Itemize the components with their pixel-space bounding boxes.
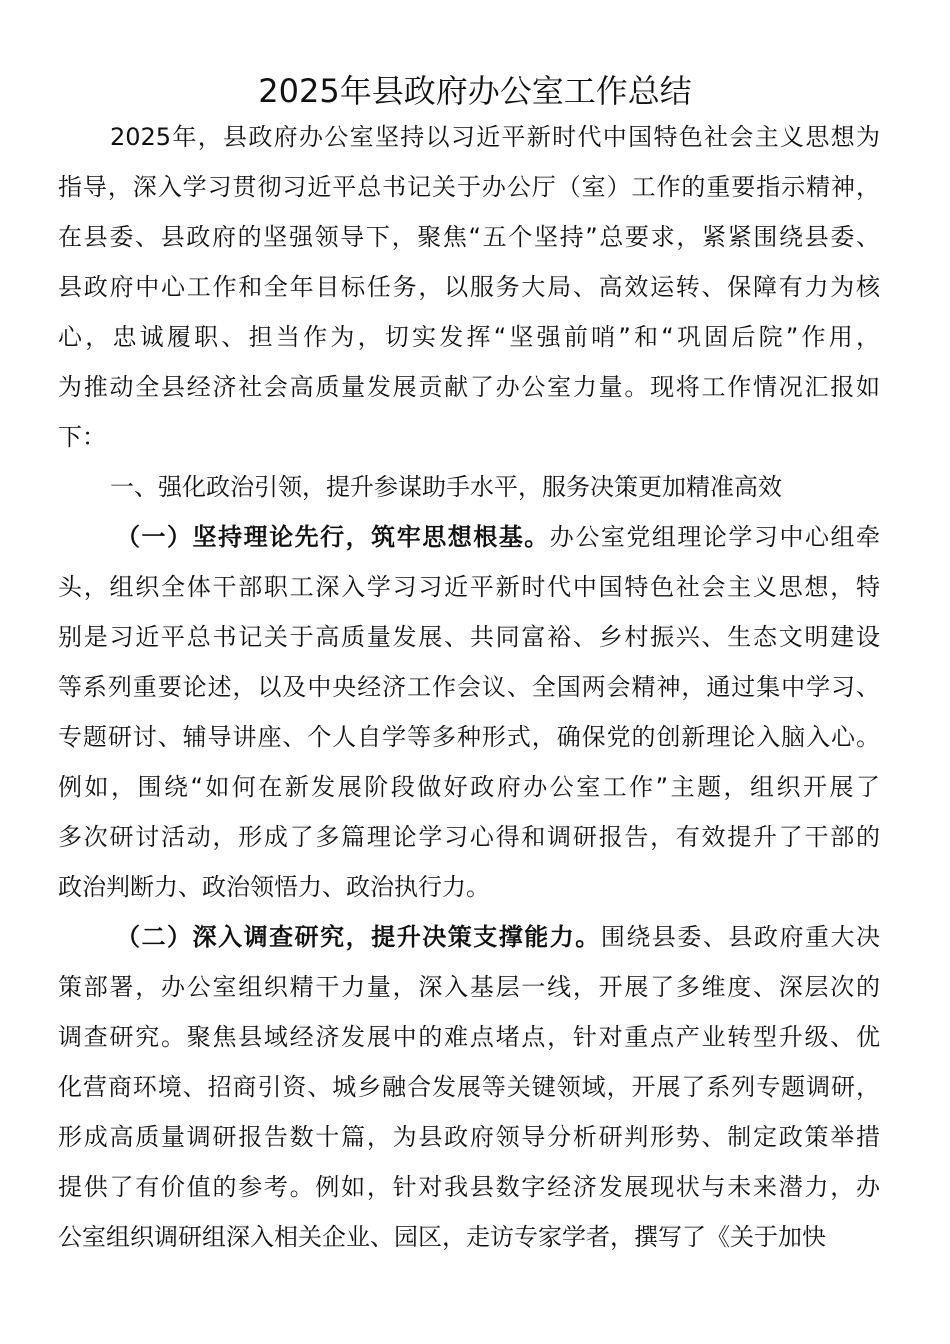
line-text: 例如，围绕“如何在新发展阶段做好政府办公室工作”主题，组织开展了 (58, 773, 880, 801)
text-line (58, 1062, 880, 1112)
paragraph (58, 512, 880, 912)
text-line (58, 212, 880, 262)
line-text: 政治判断力、政治领悟力、政治执行力。 (58, 873, 490, 901)
line-text: 别是习近平总书记关于高质量发展、共同富裕、乡村振兴、生态文明建设 (58, 623, 880, 651)
line-text: 公室组织调研组深入相关企业、园区，走访专家学者，撰写了《关于加快 (58, 1223, 826, 1251)
section-heading (58, 462, 880, 512)
text-line (58, 312, 880, 362)
line-text: 为推动全县经济社会高质量发展贡献了办公室力量。现将工作情况汇报如 (58, 373, 880, 401)
text-line (58, 762, 880, 812)
text-line (58, 362, 880, 412)
text-line (58, 912, 880, 962)
line-text: 县政府中心工作和全年目标任务，以服务大局、高效运转、保障有力为核 (58, 273, 880, 301)
line-text: 头，组织全体干部职工深入学习习近平新时代中国特色社会主义思想，特 (58, 573, 880, 601)
text-line (58, 1162, 880, 1212)
bold-lead-heading: （二）深入调查研究，提升决策支撑能力。 (116, 923, 601, 951)
text-line (58, 1212, 880, 1262)
text-line (58, 812, 880, 862)
text-line (58, 712, 880, 762)
line-text: 化营商环境、招商引资、城乡融合发展等关键领域，开展了系列专题调研， (58, 1073, 880, 1101)
line-text: 专题研讨、辅导讲座、个人自学等多种形式，确保党的创新理论入脑入心。 (58, 723, 880, 751)
text-line (58, 262, 880, 312)
bold-lead-heading: （一）坚持理论先行，筑牢思想根基。 (116, 523, 550, 551)
text-line (58, 512, 880, 562)
line-text: 指导，深入学习贯彻习近平总书记关于办公厅（室）工作的重要指示精神， (58, 173, 880, 201)
line-text: 多次研讨活动，形成了多篇理论学习心得和调研报告，有效提升了干部的 (58, 823, 880, 851)
line-text: 提供了有价值的参考。例如，针对我县数字经济发展现状与未来潜力，办 (58, 1173, 880, 1201)
text-line (58, 662, 880, 712)
text-line (58, 1012, 880, 1062)
text-line (58, 962, 880, 1012)
text-line (58, 862, 880, 912)
line-text: 在县委、县政府的坚强领导下，聚焦“五个坚持”总要求，紧紧围绕县委、 (58, 223, 880, 251)
line-text: 策部署，办公室组织精干力量，深入基层一线，开展了多维度、深层次的 (58, 973, 880, 1001)
paragraph (58, 912, 880, 1262)
line-text: 下： (58, 423, 106, 451)
document-body (58, 112, 880, 1262)
line-text: 等系列重要论述，以及中央经济工作会议、全国两会精神，通过集中学习、 (58, 673, 880, 701)
text-line (58, 412, 880, 462)
text-line (58, 562, 880, 612)
line-text: 办公室党组理论学习中心组牵 (549, 523, 881, 551)
line-text: 一、强化政治引领，提升参谋助手水平，服务决策更加精准高效 (110, 473, 782, 501)
line-text: 形成高质量调研报告数十篇，为县政府领导分析研判形势、制定政策举措 (58, 1123, 880, 1151)
line-text: 2025年，县政府办公室坚持以习近平新时代中国特色社会主义思想为 (110, 123, 880, 151)
paragraph (58, 112, 880, 462)
text-line (58, 112, 880, 162)
line-text: 调查研究。聚焦县域经济发展中的难点堵点，针对重点产业转型升级、优 (58, 1023, 880, 1051)
document-title: 2025年县政府办公室工作总结 (258, 72, 692, 110)
text-line (58, 162, 880, 212)
text-line (58, 612, 880, 662)
line-text: 心，忠诚履职、担当作为，切实发挥“坚强前哨”和“巩固后院”作用， (58, 323, 880, 351)
text-line (58, 462, 880, 512)
text-line (58, 1112, 880, 1162)
line-text: 围绕县委、县政府重大决 (600, 923, 880, 951)
